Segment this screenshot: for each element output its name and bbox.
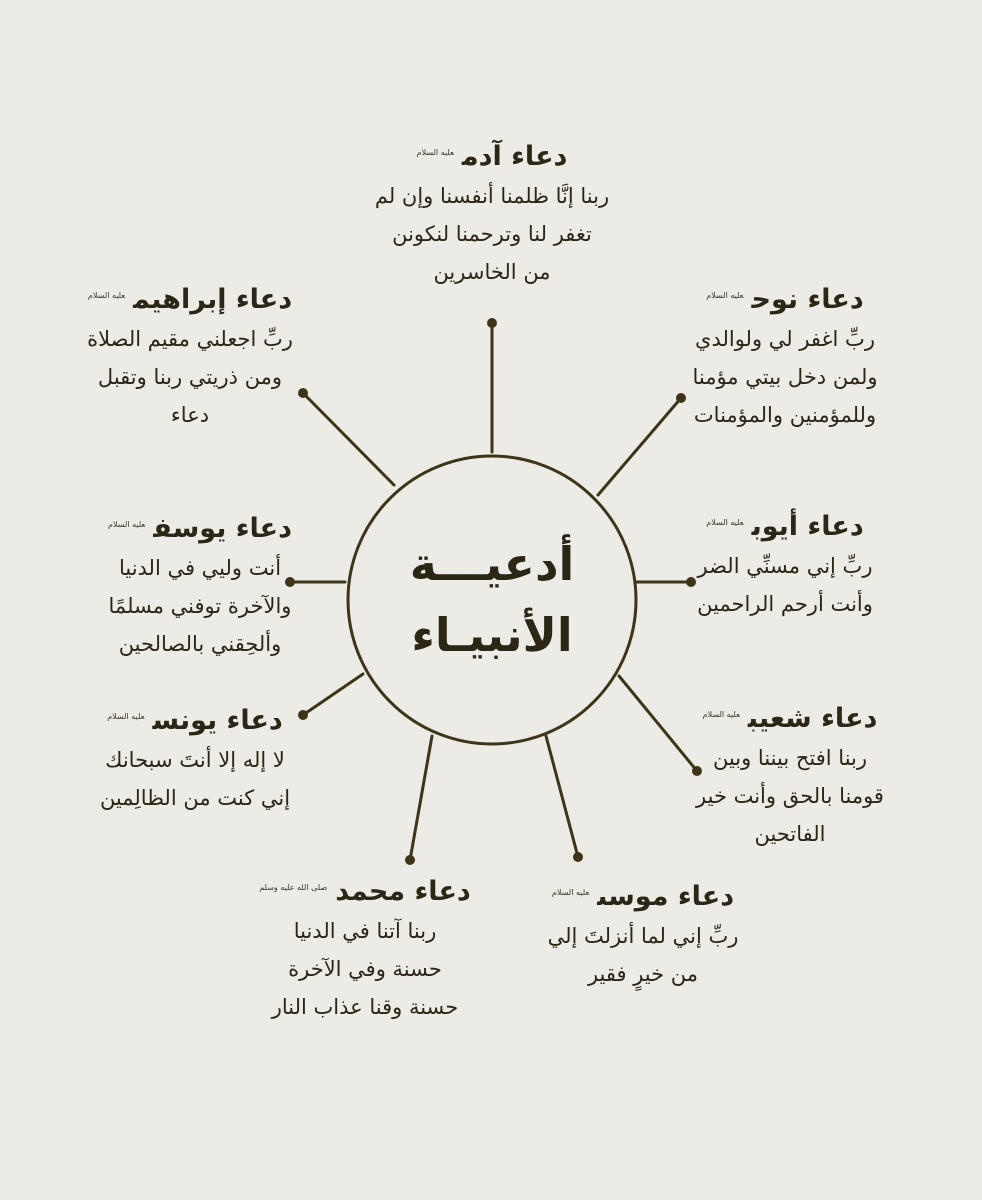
dua-text (70, 741, 320, 817)
center-title (352, 460, 632, 740)
dua-line: ربِّ إني مسنِّي الضر (697, 554, 873, 578)
dua-honorific: عليه السلام (706, 291, 744, 300)
dua-ibrahim (55, 276, 325, 434)
dua-line: قومنا بالحق وأنت خير (696, 784, 884, 808)
dua-yusuf (75, 505, 325, 663)
dua-shuayb (670, 695, 910, 853)
dua-muhammad (225, 868, 505, 1026)
dua-line: ربِّ إني لما أنزلتَ إلي (547, 924, 739, 948)
dua-text (75, 549, 325, 663)
dua-text (670, 547, 900, 623)
dua-line: أنت وليي في الدنيا (118, 556, 282, 580)
dua-line: إني كنت من الظالِمين (99, 786, 291, 810)
dua-title-text: دعاء محمد (335, 876, 471, 907)
dua-title (55, 276, 325, 320)
dua-line: ربنا آتنا في الدنيا (293, 919, 437, 943)
dua-nuh (660, 276, 910, 434)
dua-line: حسنة وفي الآخرة (288, 957, 442, 981)
dua-text (342, 177, 642, 291)
dua-adam (342, 133, 642, 291)
dua-line: تغفر لنا وترحمنا لنكونن (392, 222, 592, 246)
dua-honorific: صلى الله عليه وسلم (259, 883, 328, 892)
dua-line: حسنة وقنا عذاب النار (271, 995, 459, 1019)
dua-title-text: دعاء شعيب (747, 703, 878, 734)
dua-line: وألحِقني بالصالحين (118, 632, 282, 656)
dua-text (660, 320, 910, 434)
center-title-line-1: أدعيـــة (409, 536, 575, 591)
dua-title (670, 503, 900, 547)
dua-line: دعاء (170, 403, 210, 427)
dua-line: لا إله إلا أنتَ سبحانك (105, 748, 285, 772)
center-title-line-2: الأنبيـاء (411, 608, 573, 662)
dua-honorific: عليه السلام (551, 888, 590, 897)
endpoint-dot-muhammad (405, 855, 415, 865)
dua-text (508, 917, 778, 993)
connector-musa (546, 736, 578, 857)
dua-title (670, 695, 910, 739)
dua-text (670, 739, 910, 853)
dua-text (55, 320, 325, 434)
dua-honorific: عليه السلام (107, 712, 145, 721)
dua-title-text: دعاء يونس (152, 705, 283, 736)
dua-line: وأنت أرحم الراحمين (697, 592, 873, 616)
dua-title-text: دعاء يوسف (153, 513, 292, 544)
dua-line: ربنا افتح بيننا وبين (712, 746, 868, 770)
dua-honorific: عليه السلام (702, 710, 740, 719)
dua-musa (508, 873, 778, 993)
dua-title-text: دعاء نوح (751, 284, 864, 315)
dua-text (225, 912, 505, 1026)
dua-title (225, 868, 505, 912)
dua-title-text: دعاء آدم (461, 141, 568, 172)
dua-line: الفاتحين (754, 822, 826, 846)
dua-line: وللمؤمنين والمؤمنات (693, 403, 877, 427)
dua-title-text: دعاء موسى (597, 881, 735, 912)
dua-honorific: عليه السلام (416, 148, 454, 157)
dua-title-text: دعاء إبراهيم (133, 284, 293, 315)
dua-line: ومن ذريتي ربنا وتقبل (97, 365, 283, 389)
dua-line: من الخاسرين (433, 260, 551, 284)
connector-muhammad (410, 736, 432, 860)
dua-line: ولمن دخل بيتي مؤمنا (692, 365, 878, 389)
dua-title (342, 133, 642, 177)
dua-line: من خيرٍ فقير (587, 962, 699, 986)
dua-honorific: عليه السلام (706, 518, 744, 527)
dua-line: ربنا إنَّا ظلمنا أنفسنا وإن لم (374, 184, 610, 208)
dua-ayyub (670, 503, 900, 623)
dua-title (660, 276, 910, 320)
dua-title (508, 873, 778, 917)
dua-line: ربِّ اجعلني مقيم الصلاة (87, 327, 293, 351)
dua-title (75, 505, 325, 549)
dua-line: والآخرة توفني مسلمًا (108, 594, 292, 618)
endpoint-dot-musa (573, 852, 583, 862)
dua-title (70, 697, 320, 741)
dua-yunus (70, 697, 320, 817)
dua-honorific: عليه السلام (108, 520, 146, 529)
dua-line: ربِّ اغفر لي ولوالدي (695, 327, 875, 351)
dua-title-text: دعاء أيوب (751, 511, 864, 542)
dua-honorific: عليه السلام (87, 291, 126, 300)
endpoint-dot-adam (487, 318, 497, 328)
